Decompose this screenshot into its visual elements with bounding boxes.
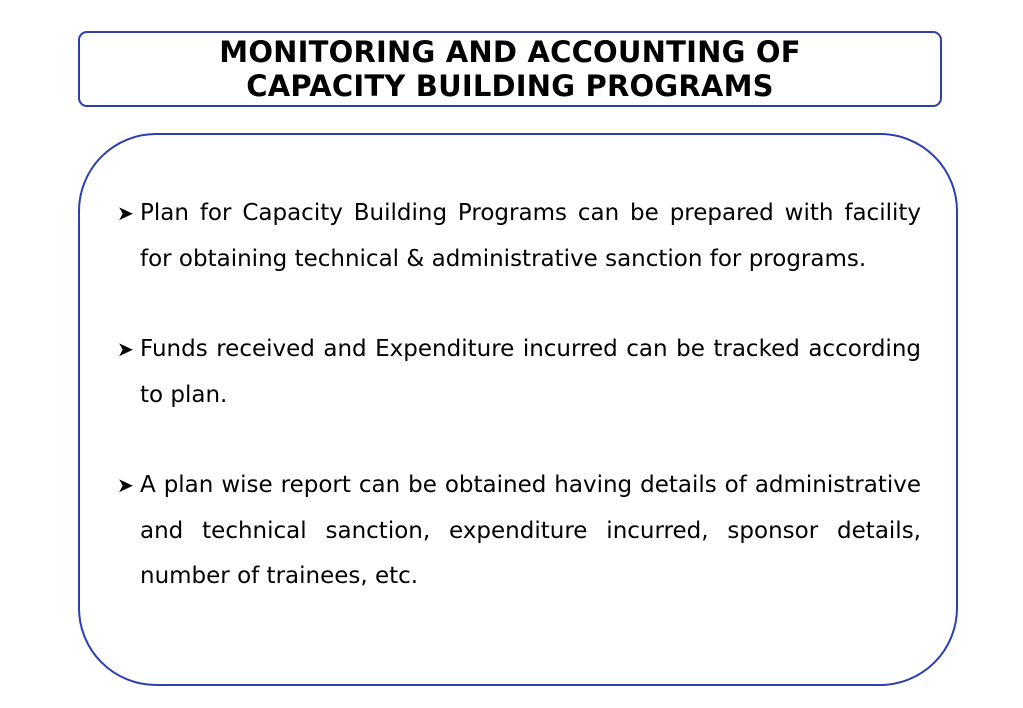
bullet-text: Plan for Capacity Building Programs can be prepared with facility for obtaining technical & administrative sanction for programs. bbox=[140, 200, 921, 272]
bullet-item-funds bbox=[113, 327, 921, 418]
arrow-bullet-icon: ➤ bbox=[117, 473, 134, 497]
bullet-text: Funds received and Expenditure incurred can be tracked according to plan. bbox=[140, 336, 921, 408]
title-box bbox=[78, 31, 942, 107]
bullet-item-plan bbox=[113, 191, 921, 282]
content-box bbox=[78, 133, 958, 686]
bullet-list bbox=[113, 191, 921, 600]
arrow-bullet-icon: ➤ bbox=[117, 337, 134, 361]
page-title-line-1: MONITORING AND ACCOUNTING OF bbox=[219, 35, 801, 69]
bullet-text: A plan wise report can be obtained having details of administrative and technical sanction, expenditure incurred, sponsor details, number of trainees, etc. bbox=[140, 472, 921, 589]
arrow-bullet-icon: ➤ bbox=[117, 201, 134, 225]
bullet-item-report bbox=[113, 463, 921, 600]
page-title-line-2: CAPACITY BUILDING PROGRAMS bbox=[246, 69, 774, 103]
